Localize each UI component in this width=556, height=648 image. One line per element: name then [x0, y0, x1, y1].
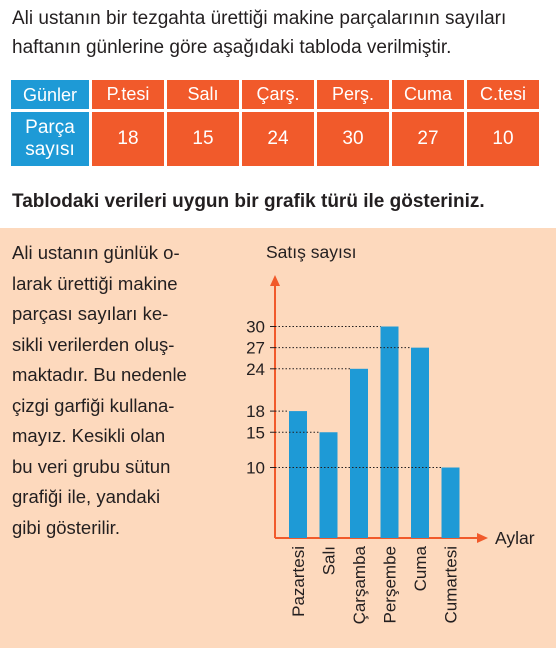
x-axis-arrow: [477, 533, 488, 543]
table-day-cell: Salı: [167, 80, 239, 109]
table-value-cell: 15: [167, 112, 239, 166]
explanation-line: maktadır. Bu nedenle: [12, 364, 187, 385]
table-value-cell: 27: [392, 112, 464, 166]
category-label: Pazartesi: [289, 546, 308, 617]
y-tick-label: 15: [246, 423, 265, 443]
bar: [350, 369, 368, 538]
explanation-line: grafiği ile, yandaki: [12, 486, 161, 507]
bar: [411, 348, 429, 538]
y-tick-label: 27: [246, 338, 265, 358]
explanation-line: bu veri grubu sütun: [12, 455, 171, 477]
y-tick-label: 18: [246, 402, 265, 422]
x-axis-label: Aylar: [495, 528, 535, 548]
table-value-cell: 10: [467, 112, 539, 166]
explanation-line: gibi gösterilir.: [12, 516, 120, 538]
table-value-cell: 30: [317, 112, 389, 166]
category-label: Çarşamba: [350, 546, 369, 625]
explanation-line: Ali ustanın günlük o-: [12, 242, 180, 263]
table-value-cell: 18: [92, 112, 164, 166]
table-value-cell: 24: [242, 112, 314, 166]
y-tick-label: 30: [246, 317, 265, 337]
bar: [381, 327, 399, 539]
category-label: Perşembe: [380, 546, 400, 624]
table-header-count-line2: sayısı: [25, 139, 75, 160]
category-label: Cuma: [411, 546, 430, 592]
table-row-days: [11, 80, 539, 109]
data-table: [8, 77, 542, 169]
table-day-cell: P.tesi: [92, 80, 164, 109]
solution-panel: [0, 228, 556, 648]
table-header-count: [11, 112, 89, 166]
y-tick-label: 24: [246, 359, 265, 379]
table-row-values: [11, 112, 539, 166]
category-label: Cumartesi: [441, 546, 461, 624]
table-day-cell: Cuma: [392, 80, 464, 109]
explanation-line: sikli verilerden oluş-: [12, 333, 175, 355]
y-axis-label: Satış sayısı: [266, 242, 357, 262]
table-day-cell: Perş.: [317, 80, 389, 109]
bar-chart: [0, 228, 556, 648]
explanation-line: mayız. Kesikli olan: [12, 425, 166, 446]
explanation-line: parçası sayıları ke-: [12, 303, 169, 324]
table-day-cell: Çarş.: [242, 80, 314, 109]
y-axis-arrow: [270, 275, 280, 286]
explanation-line: çizgi garfiği kullana-: [12, 394, 175, 416]
category-label: Salı: [319, 546, 339, 576]
intro-text: Ali ustanın bir tezgahta ürettiği makine parçalarının sayıları haftanın günlerine göre aşağıdaki tabloda verilmiştir.: [12, 8, 507, 58]
table-day-cell: C.tesi: [467, 80, 539, 109]
table-header-count-line1: Parça: [25, 117, 75, 138]
table-header-days: Günler: [11, 80, 89, 109]
bar: [320, 432, 338, 538]
explanation-line: larak ürettiği makine: [12, 272, 178, 294]
y-tick-label: 10: [246, 458, 265, 478]
bar: [442, 468, 460, 539]
bar: [289, 411, 307, 538]
instruction-text: Tablodaki verileri uygun bir grafik türü ile gösteriniz.: [12, 191, 485, 212]
